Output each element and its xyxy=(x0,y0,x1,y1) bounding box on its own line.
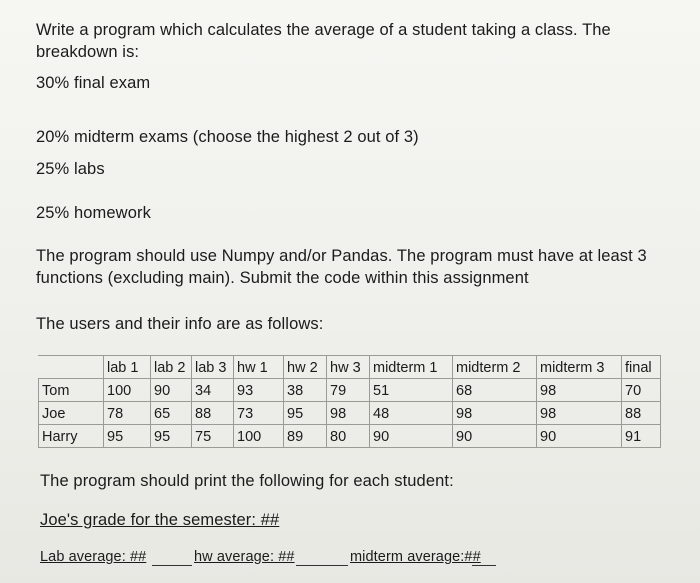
table-cell: 70 xyxy=(622,379,661,402)
table-row xyxy=(39,402,661,425)
table-cell: 93 xyxy=(234,379,284,402)
table-cell: 100 xyxy=(104,379,151,402)
table-cell: 100 xyxy=(234,425,284,448)
table-cell-name: Tom xyxy=(39,379,104,402)
print-instructions: The program should print the following for each student: xyxy=(40,472,454,490)
table-cell: 95 xyxy=(104,425,151,448)
underline-divider xyxy=(472,565,496,566)
table-row xyxy=(39,425,661,448)
table-cell: 68 xyxy=(453,379,537,402)
table-cell: 80 xyxy=(327,425,370,448)
table-header-cell: hw 3 xyxy=(327,356,370,379)
table-cell: 48 xyxy=(370,402,453,425)
table-header-cell: lab 3 xyxy=(192,356,234,379)
table-cell: 98 xyxy=(327,402,370,425)
table-cell: 89 xyxy=(284,425,327,448)
breakdown-labs: 25% labs xyxy=(36,160,105,178)
table-cell: 90 xyxy=(537,425,622,448)
table-header-row xyxy=(39,356,661,379)
table-cell: 65 xyxy=(151,402,192,425)
table-header-cell: final xyxy=(622,356,661,379)
table-header-cell: midterm 2 xyxy=(453,356,537,379)
program-requirements: The program should use Numpy and/or Pandas. The program must have at least 3 functions (excluding main). Submit the code within this assignment xyxy=(36,247,647,287)
assignment-intro: Write a program which calculates the average of a student taking a class. The breakdown is: xyxy=(36,21,611,61)
table-header-cell: midterm 3 xyxy=(537,356,622,379)
underline-divider xyxy=(152,565,192,566)
table-header-cell: lab 1 xyxy=(104,356,151,379)
table-cell: 98 xyxy=(537,402,622,425)
table-cell: 90 xyxy=(151,379,192,402)
hw-average-label: hw average: ## xyxy=(194,549,295,565)
table-header-cell: lab 2 xyxy=(151,356,192,379)
table-cell: 95 xyxy=(151,425,192,448)
table-cell: 88 xyxy=(622,402,661,425)
lab-average-label: Lab average: ## xyxy=(40,549,147,565)
table-cell-name: Joe xyxy=(39,402,104,425)
table-row xyxy=(39,379,661,402)
table-cell: 98 xyxy=(453,402,537,425)
table-cell: 90 xyxy=(370,425,453,448)
table-cell: 95 xyxy=(284,402,327,425)
breakdown-homework: 25% homework xyxy=(36,204,151,222)
table-cell: 38 xyxy=(284,379,327,402)
midterm-average-label: midterm average:## xyxy=(350,549,481,565)
semester-grade-line: Joe's grade for the semester: ## xyxy=(40,511,280,529)
table-header-cell: midterm 1 xyxy=(370,356,453,379)
table-cell: 75 xyxy=(192,425,234,448)
table-header-cell xyxy=(39,356,104,379)
student-grades-table xyxy=(38,355,661,448)
table-cell: 88 xyxy=(192,402,234,425)
table-cell: 78 xyxy=(104,402,151,425)
breakdown-final: 30% final exam xyxy=(36,74,151,92)
table-cell: 51 xyxy=(370,379,453,402)
breakdown-midterms: 20% midterm exams (choose the highest 2 out of 3) xyxy=(36,128,419,146)
table-cell: 79 xyxy=(327,379,370,402)
table-header-cell: hw 1 xyxy=(234,356,284,379)
table-cell: 98 xyxy=(537,379,622,402)
table-cell: 91 xyxy=(622,425,661,448)
table-cell: 34 xyxy=(192,379,234,402)
table-header-cell: hw 2 xyxy=(284,356,327,379)
table-cell: 73 xyxy=(234,402,284,425)
underline-divider xyxy=(296,565,348,566)
table-cell-name: Harry xyxy=(39,425,104,448)
users-intro: The users and their info are as follows: xyxy=(36,315,324,333)
table-cell: 90 xyxy=(453,425,537,448)
